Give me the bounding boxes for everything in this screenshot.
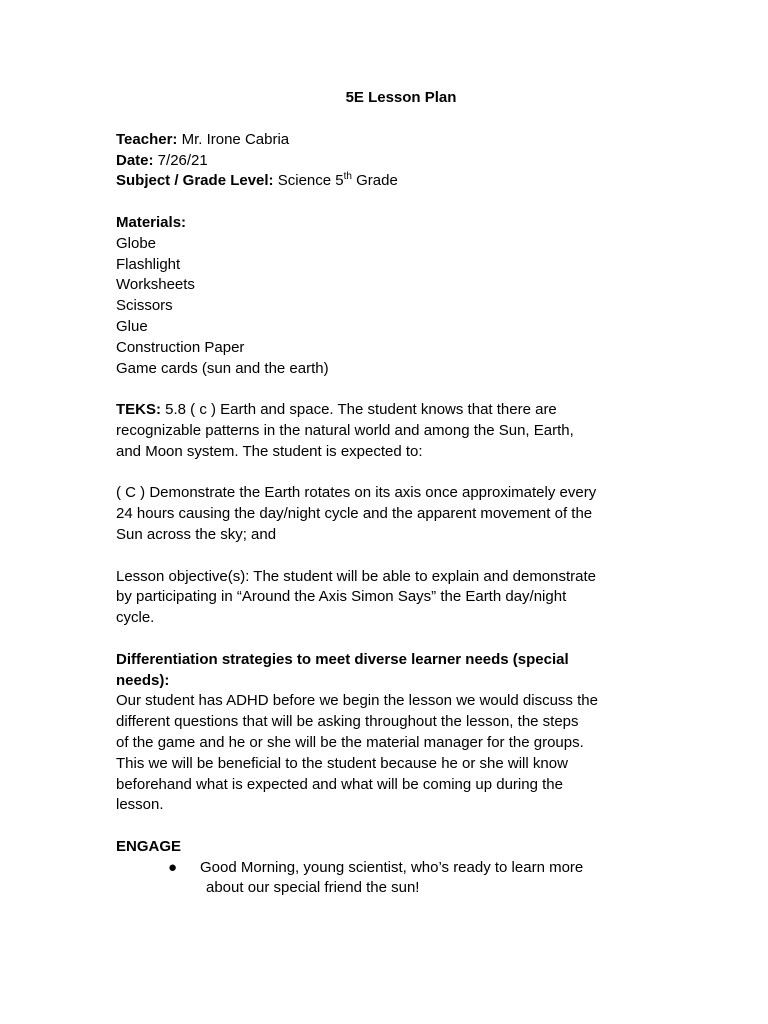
standard-c-line: Sun across the sky; and (116, 525, 277, 543)
material-item: Glue (116, 317, 148, 335)
differentiation-heading: Differentiation strategies to meet diverse learner needs (special (116, 650, 569, 668)
subject-value: Science 5 (273, 172, 344, 190)
date-line (116, 151, 656, 172)
subject-superscript: th (343, 171, 352, 183)
standard-c-line: 24 hours causing the day/night cycle and the apparent movement of the (116, 505, 593, 523)
teks-line (116, 400, 656, 421)
objective-line: cycle. (116, 609, 155, 627)
date-label: Date: (116, 151, 154, 169)
engage-bullet-item (116, 858, 656, 879)
teacher-line (116, 130, 656, 151)
differentiation-line: Our student has ADHD before we begin the lesson we would discuss the (116, 692, 598, 710)
differentiation-heading: needs): (116, 671, 170, 689)
engage-heading: ENGAGE (116, 837, 182, 855)
teks-line: recognizable patterns in the natural world and among the Sun, Earth, (116, 421, 574, 439)
teks-label: TEKS: (116, 401, 161, 419)
material-item: Worksheets (116, 276, 195, 294)
material-item: Game cards (sun and the earth) (116, 359, 329, 377)
teacher-label: Teacher: (116, 130, 178, 148)
differentiation-line: of the game and he or she will be the material manager for the groups. (116, 733, 584, 751)
standard-c-line: ( C ) Demonstrate the Earth rotates on its axis once approximately every (116, 484, 597, 502)
subject-value-post: Grade (351, 172, 398, 190)
teacher-value: Mr. Irone Cabria (177, 130, 290, 148)
differentiation-line: beforehand what is expected and what will be coming up during the (116, 775, 563, 793)
material-item: Flashlight (116, 255, 181, 273)
material-item: Globe (116, 234, 157, 252)
subject-line (116, 171, 656, 192)
material-item: Scissors (116, 297, 173, 315)
subject-label: Subject / Grade Level: (116, 172, 274, 190)
date-value: 7/26/21 (153, 151, 208, 169)
objective-line: by participating in “Around the Axis Simon Says” the Earth day/night (116, 588, 567, 606)
materials-heading: Materials: (116, 213, 187, 231)
teks-line: and Moon system. The student is expected to: (116, 442, 423, 460)
material-item: Construction Paper (116, 338, 245, 356)
teks-text: 5.8 ( c ) Earth and space. The student knows that there are (161, 401, 557, 419)
engage-bullet-continuation: about our special friend the sun! (206, 879, 420, 897)
page-title: 5E Lesson Plan (345, 89, 457, 106)
lesson-plan-page (116, 88, 656, 899)
bullet-icon: ● (168, 858, 178, 876)
differentiation-line: different questions that will be asking throughout the lesson, the steps (116, 713, 579, 731)
engage-bullet-text: Good Morning, young scientist, who’s ready to learn more (200, 858, 584, 876)
objective-line: Lesson objective(s): The student will be able to explain and demonstrate (116, 567, 597, 585)
differentiation-line: lesson. (116, 796, 164, 814)
differentiation-line: This we will be beneficial to the student because he or she will know (116, 754, 568, 772)
